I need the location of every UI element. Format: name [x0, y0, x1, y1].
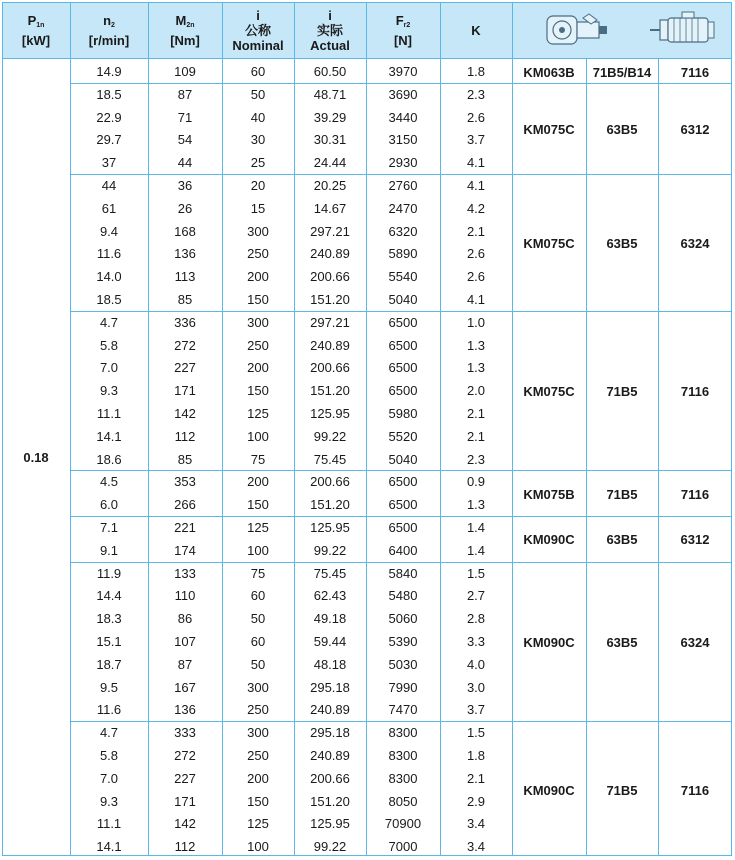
speed-cell: 14.0	[96, 269, 122, 285]
header-torque: $M_{2n}$ [Nm]	[170, 13, 200, 48]
ratio-nominal-cell: 25	[250, 155, 266, 171]
service-factor-cell: 3.4	[466, 839, 486, 855]
ratio-nominal-cell: 150	[247, 292, 269, 307]
ratio-actual-cell: 200.66	[310, 770, 350, 786]
motor-flange: 71B5	[606, 384, 638, 400]
motor-flange: 71B5/B14	[592, 64, 652, 80]
torque-cell: 227	[174, 360, 196, 376]
torque-cell: 167	[174, 679, 196, 695]
radial-load-cell: 8300	[388, 748, 418, 763]
radial-load-cell: 5040	[388, 292, 418, 307]
torque-cell: 112	[174, 428, 196, 444]
speed-cell: 14.4	[96, 588, 122, 604]
header-ratio-nominal: i 公称 Nominal	[232, 8, 284, 53]
ratio-nominal-cell: 125	[247, 520, 269, 535]
service-factor-cell: 3.7	[466, 132, 486, 148]
ratio-actual-cell: 151.20	[310, 793, 350, 809]
torque-cell: 136	[174, 702, 196, 718]
torque-cell: 333	[174, 725, 196, 741]
ratio-nominal-cell: 50	[250, 86, 266, 102]
speed-cell: 11.1	[96, 406, 122, 421]
ratio-nominal-cell: 300	[247, 314, 269, 330]
radial-load-cell: 5060	[388, 611, 418, 627]
ratio-actual-cell: 240.89	[310, 748, 350, 763]
radial-load-cell: 6500	[388, 314, 418, 330]
speed-cell: 14.9	[96, 64, 122, 79]
service-factor-cell: 2.6	[466, 109, 486, 125]
ratio-nominal-cell: 60	[250, 64, 266, 79]
ratio-nominal-cell: 100	[247, 839, 269, 855]
service-factor-cell: 0.9	[466, 474, 486, 490]
torque-cell: 54	[177, 132, 193, 148]
service-factor-cell: 1.3	[466, 337, 486, 353]
radial-load-cell: 5840	[388, 565, 418, 581]
gearbox-model: KM063B	[523, 64, 575, 80]
torque-cell: 266	[174, 497, 196, 513]
torque-cell: 272	[174, 748, 196, 763]
service-factor-cell: 3.4	[466, 816, 486, 832]
ratio-nominal-cell: 300	[247, 679, 269, 695]
ratio-actual-cell: 14.67	[313, 200, 347, 216]
speed-cell: 11.1	[96, 816, 122, 832]
torque-cell: 142	[174, 406, 196, 421]
radial-load-cell: 7470	[388, 702, 418, 718]
speed-cell: 14.1	[96, 839, 122, 855]
service-factor-cell: 2.1	[466, 406, 486, 421]
speed-cell: 61	[101, 200, 117, 216]
speed-cell: 7.0	[99, 360, 119, 376]
gearbox-model: KM090C	[523, 634, 575, 650]
torque-cell: 110	[174, 588, 196, 604]
ratio-nominal-cell: 250	[247, 246, 269, 262]
ratio-nominal-cell: 200	[247, 360, 269, 376]
ratio-actual-cell: 125.95	[310, 816, 350, 832]
ratio-actual-cell: 30.31	[313, 132, 347, 148]
radial-load-cell: 6500	[388, 474, 418, 490]
service-factor-cell: 1.4	[466, 520, 486, 535]
gearbox-model: KM075C	[523, 235, 575, 251]
ratio-nominal-cell: 150	[247, 383, 269, 399]
torque-cell: 227	[174, 770, 196, 786]
speed-cell: 15.1	[96, 634, 122, 649]
torque-cell: 272	[174, 337, 196, 353]
motor-code: 7116	[680, 486, 710, 502]
ratio-actual-cell: 240.89	[310, 702, 350, 718]
radial-load-cell: 6500	[388, 497, 418, 513]
service-factor-cell: 1.3	[466, 360, 486, 376]
speed-cell: 37	[101, 155, 117, 171]
speed-cell: 6.0	[99, 497, 119, 513]
speed-cell: 9.3	[99, 383, 119, 399]
ratio-nominal-cell: 150	[247, 793, 269, 809]
torque-cell: 171	[174, 793, 196, 809]
motor-code: 6324	[680, 634, 710, 650]
ratio-nominal-cell: 125	[247, 816, 269, 832]
ratio-actual-cell: 99.22	[313, 839, 347, 855]
torque-cell: 221	[174, 520, 196, 535]
torque-cell: 112	[174, 839, 196, 855]
ratio-actual-cell: 297.21	[310, 314, 350, 330]
torque-cell: 133	[174, 565, 196, 581]
radial-load-cell: 6500	[388, 383, 418, 399]
speed-cell: 9.1	[99, 542, 119, 558]
service-factor-cell: 1.8	[466, 64, 486, 79]
motor-code: 7116	[680, 64, 710, 80]
ratio-actual-cell: 151.20	[310, 497, 350, 513]
header-ratio-actual: i 实际 Actual	[310, 8, 350, 53]
service-factor-cell: 2.3	[466, 451, 486, 467]
speed-cell: 9.4	[99, 223, 119, 239]
speed-cell: 7.1	[99, 520, 119, 535]
radial-load-cell: 5480	[388, 588, 418, 604]
ratio-actual-cell: 99.22	[313, 542, 347, 558]
header-speed: $n_2$ [r/min]	[88, 13, 130, 48]
ratio-nominal-cell: 60	[250, 634, 266, 649]
torque-cell: 336	[174, 314, 196, 330]
radial-load-cell: 6500	[388, 360, 418, 376]
gearbox-model: KM090C	[523, 532, 575, 548]
torque-cell: 85	[177, 451, 193, 467]
radial-load-cell: 5390	[388, 634, 418, 649]
gear-reducer-icon	[522, 8, 632, 52]
radial-load-cell: 5030	[388, 656, 418, 672]
header-power: $P_{1n}$ [kW]	[21, 13, 51, 48]
motor-code: 6312	[680, 532, 710, 548]
ratio-nominal-cell: 200	[247, 269, 269, 285]
ratio-actual-cell: 200.66	[310, 269, 350, 285]
speed-cell: 9.3	[99, 793, 119, 809]
radial-load-cell: 5890	[388, 246, 418, 262]
radial-load-cell: 3440	[388, 109, 418, 125]
ratio-actual-cell: 200.66	[310, 360, 350, 376]
speed-cell: 22.9	[96, 109, 122, 125]
ratio-nominal-cell: 100	[247, 428, 269, 444]
speed-cell: 18.5	[96, 86, 122, 102]
service-factor-cell: 2.8	[466, 611, 486, 627]
torque-cell: 86	[177, 611, 193, 627]
service-factor-cell: 2.1	[466, 223, 486, 239]
speed-cell: 14.1	[96, 428, 122, 444]
torque-cell: 36	[177, 178, 193, 193]
ratio-nominal-cell: 150	[247, 497, 269, 513]
speed-cell: 29.7	[96, 132, 122, 148]
service-factor-cell: 2.1	[466, 770, 486, 786]
ratio-actual-cell: 295.18	[310, 679, 350, 695]
radial-load-cell: 8300	[388, 770, 418, 786]
speed-cell: 9.5	[99, 679, 119, 695]
ratio-nominal-cell: 20	[250, 178, 266, 193]
ratio-actual-cell: 240.89	[310, 337, 350, 353]
torque-cell: 87	[177, 86, 193, 102]
torque-cell: 87	[177, 656, 193, 672]
ratio-actual-cell: 75.45	[313, 451, 347, 467]
ratio-nominal-cell: 250	[247, 748, 269, 763]
service-factor-cell: 3.0	[466, 679, 486, 695]
radial-load-cell: 3150	[388, 132, 418, 148]
radial-load-cell: 8300	[388, 725, 418, 741]
radial-load-cell: 3970	[388, 64, 418, 79]
ratio-actual-cell: 39.29	[313, 109, 347, 125]
torque-cell: 174	[174, 542, 196, 558]
service-factor-cell: 2.1	[466, 428, 486, 444]
radial-load-cell: 2470	[388, 200, 418, 216]
ratio-actual-cell: 99.22	[313, 428, 347, 444]
motor-flange: 63B5	[606, 235, 638, 251]
radial-load-cell: 6400	[388, 542, 418, 558]
motor-flange: 71B5	[606, 783, 638, 799]
torque-cell: 353	[174, 474, 196, 490]
ratio-nominal-cell: 125	[247, 406, 269, 421]
radial-load-cell: 5540	[388, 269, 418, 285]
speed-cell: 18.5	[96, 292, 122, 307]
service-factor-cell: 4.1	[466, 292, 486, 307]
speed-cell: 5.8	[99, 748, 119, 763]
service-factor-cell: 2.0	[466, 383, 486, 399]
motor-flange: 63B5	[606, 121, 638, 137]
motor-icon	[640, 8, 728, 52]
service-factor-cell: 2.3	[466, 86, 486, 102]
service-factor-cell: 2.6	[466, 269, 486, 285]
service-factor-cell: 3.3	[466, 634, 486, 649]
service-factor-cell: 4.2	[466, 200, 486, 216]
ratio-actual-cell: 20.25	[313, 178, 347, 193]
torque-cell: 44	[177, 155, 193, 171]
ratio-nominal-cell: 250	[247, 337, 269, 353]
radial-load-cell: 2760	[388, 178, 418, 193]
ratio-nominal-cell: 40	[250, 109, 266, 125]
motor-code: 7116	[680, 384, 710, 400]
radial-load-cell: 7990	[388, 679, 418, 695]
motor-code: 7116	[680, 783, 710, 799]
ratio-actual-cell: 59.44	[313, 634, 347, 649]
motor-flange: 71B5	[606, 486, 638, 502]
radial-load-cell: 6320	[388, 223, 418, 239]
ratio-nominal-cell: 100	[247, 542, 269, 558]
radial-load-cell: 6500	[388, 337, 418, 353]
torque-cell: 107	[174, 634, 196, 649]
ratio-actual-cell: 200.66	[310, 474, 350, 490]
speed-cell: 11.9	[96, 565, 122, 581]
ratio-nominal-cell: 75	[250, 565, 266, 581]
radial-load-cell: 5040	[388, 451, 418, 467]
service-factor-cell: 3.7	[466, 702, 486, 718]
motor-flange: 63B5	[606, 532, 638, 548]
radial-load-cell: 3690	[388, 86, 418, 102]
torque-cell: 109	[174, 64, 196, 79]
gearbox-model: KM090C	[523, 783, 575, 799]
speed-cell: 7.0	[99, 770, 119, 786]
ratio-nominal-cell: 300	[247, 725, 269, 741]
service-factor-cell: 1.0	[466, 314, 486, 330]
ratio-actual-cell: 125.95	[310, 406, 350, 421]
ratio-nominal-cell: 200	[247, 770, 269, 786]
ratio-nominal-cell: 75	[250, 451, 266, 467]
speed-cell: 4.7	[99, 725, 119, 741]
ratio-actual-cell: 62.43	[313, 588, 347, 604]
service-factor-cell: 1.5	[466, 565, 486, 581]
speed-cell: 4.5	[99, 474, 119, 490]
speed-cell: 11.6	[96, 702, 122, 718]
motor-flange: 63B5	[606, 634, 638, 650]
torque-cell: 136	[174, 246, 196, 262]
power-value: 0.18	[23, 450, 49, 465]
ratio-nominal-cell: 30	[250, 132, 266, 148]
ratio-actual-cell: 297.21	[310, 223, 350, 239]
ratio-actual-cell: 48.18	[313, 656, 347, 672]
service-factor-cell: 1.5	[466, 725, 486, 741]
motor-code: 6312	[680, 121, 710, 137]
gearbox-model: KM075B	[523, 486, 575, 502]
ratio-actual-cell: 75.45	[313, 565, 347, 581]
ratio-nominal-cell: 200	[247, 474, 269, 490]
ratio-actual-cell: 60.50	[313, 64, 347, 79]
radial-load-cell: 5980	[388, 406, 418, 421]
torque-cell: 168	[174, 223, 196, 239]
ratio-nominal-cell: 15	[250, 200, 266, 216]
radial-load-cell: 6500	[388, 520, 418, 535]
radial-load-cell: 7000	[388, 839, 418, 855]
speed-cell: 11.6	[96, 246, 122, 262]
torque-cell: 171	[174, 383, 196, 399]
motor-code: 6324	[680, 235, 710, 251]
torque-cell: 71	[177, 109, 193, 125]
torque-cell: 113	[174, 269, 196, 285]
ratio-actual-cell: 24.44	[313, 155, 347, 171]
ratio-actual-cell: 295.18	[310, 725, 350, 741]
ratio-nominal-cell: 250	[247, 702, 269, 718]
gearbox-model: KM075C	[523, 384, 575, 400]
radial-load-cell: 70900	[384, 816, 422, 832]
radial-load-cell: 8050	[388, 793, 418, 809]
ratio-actual-cell: 125.95	[310, 520, 350, 535]
header-service-factor: K	[471, 23, 481, 38]
ratio-actual-cell: 240.89	[310, 246, 350, 262]
ratio-nominal-cell: 60	[250, 588, 266, 604]
torque-cell: 26	[177, 200, 193, 216]
speed-cell: 5.8	[99, 337, 119, 353]
ratio-actual-cell: 151.20	[310, 292, 350, 307]
speed-cell: 4.7	[99, 314, 119, 330]
speed-cell: 18.7	[96, 656, 122, 672]
ratio-actual-cell: 49.18	[313, 611, 347, 627]
service-factor-cell: 2.6	[466, 246, 486, 262]
service-factor-cell: 2.7	[466, 588, 486, 604]
ratio-nominal-cell: 50	[250, 656, 266, 672]
service-factor-cell: 4.1	[466, 155, 486, 171]
service-factor-cell: 1.8	[466, 748, 486, 763]
speed-cell: 18.6	[96, 451, 122, 467]
ratio-nominal-cell: 300	[247, 223, 269, 239]
radial-load-cell: 5520	[388, 428, 418, 444]
torque-cell: 142	[174, 816, 196, 832]
ratio-nominal-cell: 50	[250, 611, 266, 627]
speed-cell: 44	[101, 178, 117, 193]
radial-load-cell: 2930	[388, 155, 418, 171]
service-factor-cell: 1.4	[466, 542, 486, 558]
speed-cell: 18.3	[96, 611, 122, 627]
service-factor-cell: 4.1	[466, 178, 486, 193]
ratio-actual-cell: 151.20	[310, 383, 350, 399]
service-factor-cell: 1.3	[466, 497, 486, 513]
service-factor-cell: 4.0	[466, 656, 486, 672]
torque-cell: 85	[177, 292, 193, 307]
service-factor-cell: 2.9	[466, 793, 486, 809]
header-radial-load: $F_{r2}$ [N]	[393, 13, 413, 48]
gearbox-model: KM075C	[523, 121, 575, 137]
ratio-actual-cell: 48.71	[313, 86, 347, 102]
